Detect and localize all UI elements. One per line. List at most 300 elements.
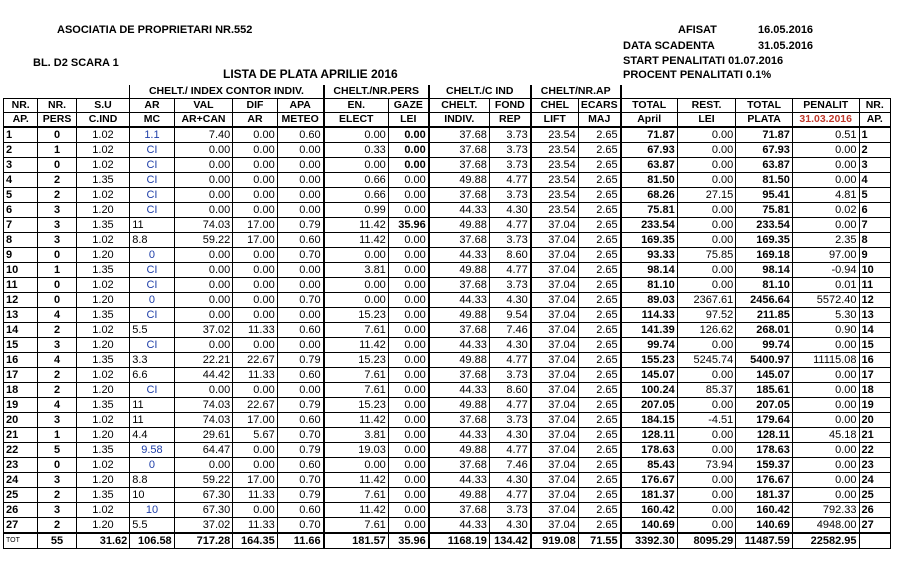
column-header-top: NR. — [38, 99, 76, 113]
table-row — [4, 143, 891, 158]
table-cell: 0.66 — [324, 173, 389, 188]
table-cell: 23.54 — [531, 203, 578, 218]
table-cell: 0.00 — [233, 158, 277, 173]
table-cell: 0.00 — [388, 413, 428, 428]
table-cell: CI — [130, 338, 174, 353]
table-cell: 0.00 — [324, 248, 389, 263]
table-cell: 27.15 — [677, 188, 736, 203]
column-header-top: VAL — [174, 99, 233, 113]
table-cell: 268.01 — [736, 323, 793, 338]
table-cell: 0.00 — [388, 308, 428, 323]
table-cell: 11.33 — [233, 488, 277, 503]
table-cell: 5.30 — [792, 308, 859, 323]
table-cell: 0.00 — [174, 248, 233, 263]
table-cell: 207.05 — [736, 398, 793, 413]
table-body — [4, 127, 891, 533]
table-cell: -0.94 — [792, 263, 859, 278]
table-cell: 37.02 — [174, 518, 233, 534]
table-cell: 7.61 — [324, 518, 389, 534]
table-cell: 0.00 — [174, 158, 233, 173]
table-cell: 1.1 — [130, 127, 174, 143]
table-cell: 145.07 — [736, 368, 793, 383]
table-cell: 141.39 — [621, 323, 678, 338]
table-cell: 27 — [4, 518, 38, 534]
table-cell: 0.00 — [174, 383, 233, 398]
table-cell: 93.33 — [621, 248, 678, 263]
column-header-bottom: C.IND — [76, 113, 130, 128]
table-cell: 2 — [38, 188, 76, 203]
table-cell: 3 — [38, 203, 76, 218]
column-header-top: CHEL — [531, 99, 578, 113]
table-cell: 17.00 — [233, 218, 277, 233]
table-cell: 0.00 — [792, 173, 859, 188]
table-cell: 7 — [4, 218, 38, 233]
group-nrpers: CHELT./NR.PERS — [324, 85, 429, 99]
table-cell: 2.65 — [578, 383, 620, 398]
table-cell: 3.81 — [324, 428, 389, 443]
table-cell: 0.00 — [677, 473, 736, 488]
table-cell: 71.87 — [736, 127, 793, 143]
table-cell: 63.87 — [621, 158, 678, 173]
table-cell: 8 — [859, 233, 890, 248]
table-cell: 0.00 — [677, 503, 736, 518]
table-cell: 67.30 — [174, 503, 233, 518]
table-cell: 15.23 — [324, 353, 389, 368]
table-cell: 0.90 — [792, 323, 859, 338]
table-cell: 3 — [859, 158, 890, 173]
table-cell: 2 — [38, 323, 76, 338]
table-cell: 3 — [38, 233, 76, 248]
table-cell: 9 — [859, 248, 890, 263]
table-row — [4, 443, 891, 458]
table-cell: 99.74 — [736, 338, 793, 353]
table-cell: 0.00 — [174, 188, 233, 203]
table-cell: 18 — [4, 383, 38, 398]
table-cell: 37.04 — [531, 398, 578, 413]
table-cell: 0.00 — [388, 158, 428, 173]
table-cell: 160.42 — [621, 503, 678, 518]
table-cell: 0.00 — [174, 308, 233, 323]
totals-cell: 71.55 — [578, 533, 620, 549]
table-cell: 99.74 — [621, 338, 678, 353]
table-cell: 3 — [4, 158, 38, 173]
table-cell: 0.00 — [388, 127, 428, 143]
table-cell: 11.33 — [233, 518, 277, 534]
table-cell: 0.79 — [277, 218, 323, 233]
table-cell: CI — [130, 188, 174, 203]
totals-cell: 3392.30 — [621, 533, 678, 549]
scadenta-label: DATA SCADENTA — [623, 40, 715, 52]
table-cell: 1.02 — [76, 368, 130, 383]
table-cell: 11115.08 — [792, 353, 859, 368]
totals-cell: 181.57 — [324, 533, 389, 549]
table-cell: 160.42 — [736, 503, 793, 518]
table-cell: 44.33 — [429, 248, 490, 263]
table-cell: 4 — [859, 173, 890, 188]
table-cell: 0.00 — [792, 368, 859, 383]
table-cell: 0 — [130, 293, 174, 308]
table-cell: 10 — [130, 488, 174, 503]
table-cell: 0.00 — [174, 458, 233, 473]
table-cell: 3.73 — [489, 503, 530, 518]
table-cell: 0.00 — [388, 263, 428, 278]
table-cell: 44.33 — [429, 203, 490, 218]
table-cell: 23.54 — [531, 158, 578, 173]
column-header-bottom: 31.03.2016 — [792, 113, 859, 128]
table-cell: 0.00 — [388, 143, 428, 158]
table-cell: 4.77 — [489, 398, 530, 413]
table-cell: 0.00 — [388, 428, 428, 443]
table-cell: 2.65 — [578, 323, 620, 338]
table-cell: 1.35 — [76, 263, 130, 278]
table-cell: 4 — [38, 353, 76, 368]
table-cell: 11.42 — [324, 233, 389, 248]
table-cell: 25 — [4, 488, 38, 503]
table-cell: 8 — [4, 233, 38, 248]
table-cell: 15.23 — [324, 308, 389, 323]
table-cell: 2.65 — [578, 428, 620, 443]
table-cell: 0.00 — [324, 293, 389, 308]
table-cell: 0.00 — [388, 233, 428, 248]
table-cell: 4.30 — [489, 338, 530, 353]
table-cell: 98.14 — [736, 263, 793, 278]
table-cell: 15 — [4, 338, 38, 353]
table-cell: 2.65 — [578, 413, 620, 428]
column-header-bottom: LEI — [388, 113, 428, 128]
table-cell: 44.33 — [429, 338, 490, 353]
table-cell: 0 — [38, 293, 76, 308]
table-cell: 74.03 — [174, 413, 233, 428]
table-cell: 0.00 — [233, 503, 277, 518]
table-cell: 11 — [130, 218, 174, 233]
table-row — [4, 158, 891, 173]
table-cell: 15.23 — [324, 398, 389, 413]
table-cell: 2.65 — [578, 458, 620, 473]
table-cell: 1.02 — [76, 278, 130, 293]
table-cell: 0.60 — [277, 233, 323, 248]
table-cell: 2.65 — [578, 278, 620, 293]
table-cell: 0.00 — [233, 278, 277, 293]
table-cell: 2.65 — [578, 308, 620, 323]
table-cell: 4.30 — [489, 203, 530, 218]
table-cell: 181.37 — [736, 488, 793, 503]
table-cell: 19 — [4, 398, 38, 413]
table-cell: 0.00 — [174, 173, 233, 188]
table-cell: 74.03 — [174, 398, 233, 413]
table-cell: 44.33 — [429, 473, 490, 488]
table-cell: 0.00 — [277, 263, 323, 278]
table-cell: 6.6 — [130, 368, 174, 383]
table-cell: 0 — [38, 248, 76, 263]
table-cell: 4.4 — [130, 428, 174, 443]
column-header-bottom: INDIV. — [429, 113, 490, 128]
table-cell: 0.79 — [277, 443, 323, 458]
table-cell: 59.22 — [174, 233, 233, 248]
table-cell: 3.73 — [489, 143, 530, 158]
table-cell: 23.54 — [531, 173, 578, 188]
table-row — [4, 503, 891, 518]
table-cell: 8.60 — [489, 383, 530, 398]
table-cell: 11.33 — [233, 323, 277, 338]
table-cell: 0.60 — [277, 127, 323, 143]
table-cell: 2.65 — [578, 233, 620, 248]
table-cell: 21 — [4, 428, 38, 443]
table-cell: 0.00 — [388, 518, 428, 534]
table-row — [4, 218, 891, 233]
table-cell: 7.61 — [324, 383, 389, 398]
table-cell: 1.20 — [76, 473, 130, 488]
table-cell: 2 — [38, 518, 76, 534]
table-row — [4, 127, 891, 143]
table-cell: 0.33 — [324, 143, 389, 158]
table-cell: 81.10 — [736, 278, 793, 293]
table-row — [4, 233, 891, 248]
table-cell: 0.00 — [388, 488, 428, 503]
table-cell: 37.04 — [531, 263, 578, 278]
totals-cell — [859, 533, 890, 549]
table-cell: 0.00 — [792, 413, 859, 428]
table-row — [4, 308, 891, 323]
table-cell: 5245.74 — [677, 353, 736, 368]
table-cell: 140.69 — [621, 518, 678, 534]
table-cell: 2.65 — [578, 518, 620, 534]
table-cell: 2.65 — [578, 203, 620, 218]
table-cell: 2.65 — [578, 158, 620, 173]
table-cell: 26 — [4, 503, 38, 518]
table-cell: 49.88 — [429, 308, 490, 323]
table-cell: 0.60 — [277, 323, 323, 338]
table-cell: 37.68 — [429, 158, 490, 173]
table-cell: 5.5 — [130, 518, 174, 534]
table-cell: 17 — [4, 368, 38, 383]
column-header-bottom: April — [621, 113, 678, 128]
totals-cell: 31.62 — [76, 533, 130, 549]
table-cell: 22.67 — [233, 398, 277, 413]
table-cell: 207.05 — [621, 398, 678, 413]
table-cell: 44.42 — [174, 368, 233, 383]
table-cell: 5400.97 — [736, 353, 793, 368]
table-cell: 64.47 — [174, 443, 233, 458]
table-cell: 100.24 — [621, 383, 678, 398]
table-cell: 3.73 — [489, 368, 530, 383]
table-cell: 37.04 — [531, 233, 578, 248]
table-cell: 0.00 — [677, 143, 736, 158]
table-cell: 37.68 — [429, 413, 490, 428]
table-cell: 4.77 — [489, 353, 530, 368]
table-cell: 1.02 — [76, 458, 130, 473]
table-cell: 37.04 — [531, 323, 578, 338]
table-cell: 67.93 — [621, 143, 678, 158]
table-cell: CI — [130, 308, 174, 323]
table-cell: 17.00 — [233, 473, 277, 488]
table-cell: 2 — [38, 173, 76, 188]
totals-cell: 1168.19 — [429, 533, 490, 549]
table-cell: 3.81 — [324, 263, 389, 278]
table-cell: 5 — [38, 443, 76, 458]
table-row — [4, 338, 891, 353]
table-cell: 4.30 — [489, 518, 530, 534]
table-cell: 97.00 — [792, 248, 859, 263]
table-cell: 89.03 — [621, 293, 678, 308]
table-cell: 14 — [859, 323, 890, 338]
table-cell: 169.35 — [621, 233, 678, 248]
column-header-row-1 — [4, 99, 891, 113]
table-cell: 45.18 — [792, 428, 859, 443]
table-cell: 37.68 — [429, 233, 490, 248]
table-cell: 0.00 — [277, 278, 323, 293]
column-header-top: CHELT. — [429, 99, 490, 113]
table-row — [4, 353, 891, 368]
table-cell: 0.00 — [233, 203, 277, 218]
table-cell: 2.65 — [578, 338, 620, 353]
table-cell: 37.04 — [531, 308, 578, 323]
table-cell: 126.62 — [677, 323, 736, 338]
table-cell: 2.65 — [578, 398, 620, 413]
table-cell: 5.5 — [130, 323, 174, 338]
group-nrap: CHELT/NR.AP — [531, 85, 621, 99]
table-cell: 37.68 — [429, 368, 490, 383]
table-cell: 44.33 — [429, 428, 490, 443]
table-cell: 0.00 — [677, 158, 736, 173]
table-cell: 4.77 — [489, 488, 530, 503]
table-cell: 26 — [859, 503, 890, 518]
table-cell: 37.68 — [429, 458, 490, 473]
table-cell: 178.63 — [736, 443, 793, 458]
table-cell: 0.00 — [388, 188, 428, 203]
table-cell: 0.00 — [677, 218, 736, 233]
column-header-top: S.U — [76, 99, 130, 113]
table-cell: 0.00 — [677, 428, 736, 443]
table-cell: 176.67 — [621, 473, 678, 488]
column-header-top: PENALIT — [792, 99, 859, 113]
table-cell: 0.00 — [677, 173, 736, 188]
column-header-top: TOTAL — [736, 99, 793, 113]
table-cell: 97.52 — [677, 308, 736, 323]
table-cell: 0.00 — [277, 158, 323, 173]
table-cell: 0.00 — [677, 518, 736, 534]
table-cell: 0.00 — [277, 203, 323, 218]
table-cell: 0.00 — [677, 203, 736, 218]
table-cell: 37.68 — [429, 188, 490, 203]
table-cell: 37.04 — [531, 293, 578, 308]
table-cell: 1.20 — [76, 293, 130, 308]
group-index: CHELT./ INDEX CONTOR INDIV. — [130, 85, 324, 99]
table-row — [4, 263, 891, 278]
table-cell: CI — [130, 203, 174, 218]
scadenta-value: 31.05.2016 — [758, 40, 814, 52]
table-cell: 63.87 — [736, 158, 793, 173]
table-row — [4, 518, 891, 534]
table-cell: 1.02 — [76, 127, 130, 143]
table-cell: 16 — [4, 353, 38, 368]
column-header-top: REST. — [677, 99, 736, 113]
table-cell: 0.00 — [792, 398, 859, 413]
table-cell: 2.65 — [578, 503, 620, 518]
table-cell: 7.46 — [489, 458, 530, 473]
table-cell: 0.00 — [388, 383, 428, 398]
table-cell: 792.33 — [792, 503, 859, 518]
totals-cell: 11487.59 — [736, 533, 793, 549]
table-cell: 2.65 — [578, 263, 620, 278]
table-cell: 0.00 — [792, 488, 859, 503]
table-cell: 1.02 — [76, 323, 130, 338]
table-cell: 75.81 — [621, 203, 678, 218]
table-cell: 0.00 — [233, 308, 277, 323]
table-cell: 128.11 — [621, 428, 678, 443]
table-cell: 0.00 — [324, 158, 389, 173]
payment-table — [3, 85, 891, 549]
table-cell: 22.21 — [174, 353, 233, 368]
table-cell: 27 — [859, 518, 890, 534]
table-row — [4, 413, 891, 428]
table-cell: 0.00 — [677, 398, 736, 413]
table-cell: 0.00 — [233, 127, 277, 143]
table-cell: 1.35 — [76, 443, 130, 458]
table-cell: 10 — [4, 263, 38, 278]
table-cell: 44.33 — [429, 383, 490, 398]
table-cell: 0 — [38, 127, 76, 143]
table-cell: 23.54 — [531, 188, 578, 203]
table-cell: 0 — [130, 458, 174, 473]
table-cell: 0.00 — [677, 443, 736, 458]
table-cell: 1.02 — [76, 503, 130, 518]
table-cell: 155.23 — [621, 353, 678, 368]
table-cell: 1.20 — [76, 383, 130, 398]
table-cell: 15 — [859, 338, 890, 353]
table-cell: 2.65 — [578, 188, 620, 203]
table-cell: 67.30 — [174, 488, 233, 503]
table-cell: 19 — [859, 398, 890, 413]
table-cell: 2.65 — [578, 218, 620, 233]
table-cell: 169.35 — [736, 233, 793, 248]
table-cell: 74.03 — [174, 218, 233, 233]
table-cell: 0.00 — [677, 338, 736, 353]
table-cell: 12 — [4, 293, 38, 308]
table-cell: 18 — [859, 383, 890, 398]
table-cell: 7.46 — [489, 323, 530, 338]
table-row — [4, 488, 891, 503]
table-cell: 0.79 — [277, 398, 323, 413]
table-cell: 0.66 — [324, 188, 389, 203]
table-cell: 37.04 — [531, 338, 578, 353]
column-header-bottom: METEO — [277, 113, 323, 128]
table-cell: 1.35 — [76, 308, 130, 323]
table-cell: 1.02 — [76, 158, 130, 173]
totals-cell: 11.66 — [277, 533, 323, 549]
table-cell: 75.85 — [677, 248, 736, 263]
table-cell: 0.00 — [792, 458, 859, 473]
table-cell: 0.00 — [677, 263, 736, 278]
table-cell: 2 — [38, 488, 76, 503]
table-cell: 11 — [130, 398, 174, 413]
table-cell: 75.81 — [736, 203, 793, 218]
table-cell: 1.20 — [76, 428, 130, 443]
table-cell: 4.77 — [489, 443, 530, 458]
table-cell: 5 — [859, 188, 890, 203]
table-cell: 5 — [4, 188, 38, 203]
table-cell: 0.01 — [792, 278, 859, 293]
table-cell: 1.02 — [76, 143, 130, 158]
table-cell: 0.00 — [388, 473, 428, 488]
table-cell: 2.65 — [578, 353, 620, 368]
table-cell: 4.30 — [489, 293, 530, 308]
table-cell: 13 — [4, 308, 38, 323]
table-cell: CI — [130, 263, 174, 278]
table-cell: 44.33 — [429, 293, 490, 308]
table-cell: 3.73 — [489, 127, 530, 143]
totals-cell: 106.58 — [130, 533, 174, 549]
table-cell: 71.87 — [621, 127, 678, 143]
